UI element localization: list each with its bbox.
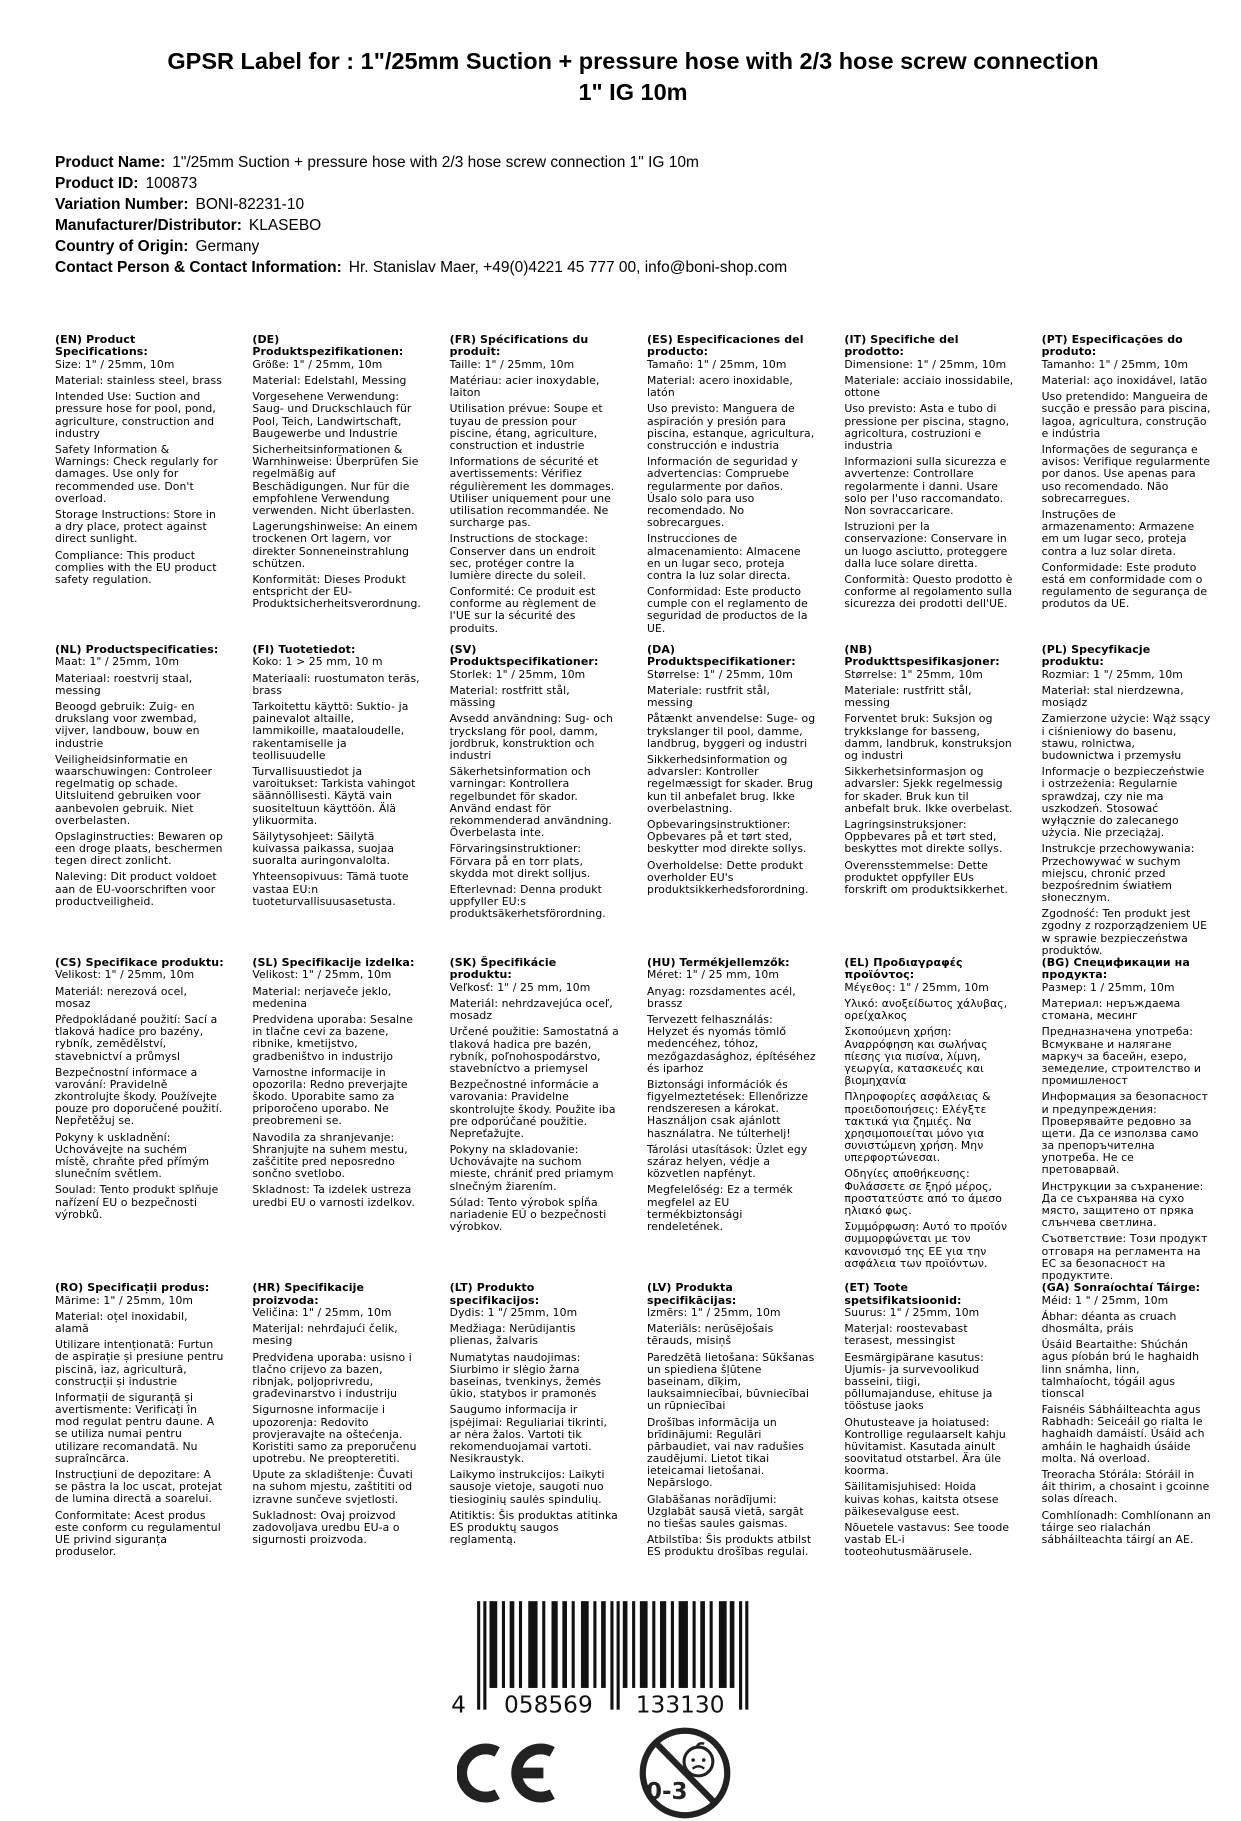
country-of-origin-value: Germany bbox=[195, 238, 260, 256]
lang-block-et bbox=[844, 1282, 1013, 1592]
lang-block-sl bbox=[252, 957, 421, 1282]
manufacturer-value: KLASEBO bbox=[248, 217, 322, 235]
lang-block-paragraph: Uso previsto: Manguera de aspiración y presión para piscina, estanque, agricultura, construcción e industria bbox=[646, 402, 815, 452]
lang-block-paragraph: Material: rostfritt stål, mässing bbox=[449, 684, 570, 710]
lang-block-paragraph: Pokyny k uskladnění: Uchovávejte na suchém místě, chraňte před přímým slunečním světlem. bbox=[55, 1130, 210, 1181]
lang-block-header: (PL) Specyfikacje produktu: bbox=[1041, 643, 1151, 669]
lang-block-paragraph: Predvidena uporaba: Sesalne in tlačne cevi za bazene, ribnike, kmetijstvo, gradbeništvo in industrijo bbox=[252, 1012, 413, 1063]
lang-block-paragraph: Určené použitie: Samostatná a tlaková hadica pre bazén, rybník, poľnohospodárstvo, stavebníctvo a priemysel bbox=[449, 1025, 619, 1075]
product-info-row bbox=[55, 236, 1211, 257]
lang-block-paragraph: Lagringsinstruksjoner: Oppbevares på et tørt sted, beskyttes mot direkte sollys. bbox=[844, 817, 1003, 856]
lang-block-paragraph: Skladnost: Ta izdelek ustreza uredbi EU o varnosti izdelkov. bbox=[252, 1183, 415, 1209]
lang-block-size: Méret: 1" / 25 mm, 10m bbox=[646, 968, 779, 982]
lang-block-size: Size: 1" / 25mm, 10m bbox=[55, 357, 175, 371]
product-info-row bbox=[55, 152, 1211, 173]
product-name-label: Product Name: bbox=[55, 154, 166, 172]
lang-block-paragraph: Instrukcje przechowywania: Przechowywać w suchym miejscu, chronić przed bezpośrednim światłem słonecznym. bbox=[1041, 842, 1195, 905]
lang-block-header: (DE) Produktspezifikationen: bbox=[252, 333, 404, 359]
compliance-marks bbox=[457, 1725, 1211, 1821]
lang-block-paragraph: Informazioni sulla sicurezza e avvertenze: Controllare regolarmente i danni. Usare solo per l'uso raccomandato. Non sovraccaricare. bbox=[844, 455, 1007, 517]
lang-block-size: Velikost: 1" / 25mm, 10m bbox=[55, 968, 195, 982]
lang-block-paragraph: Materiale: rustfritt stål, messing bbox=[844, 684, 972, 710]
variation-number-value: BONI-82231-10 bbox=[195, 196, 305, 214]
lang-block-paragraph: Uso previsto: Asta e tubo di pressione per piscina, stagno, agricoltura, costruzioni e industria bbox=[844, 402, 1010, 452]
lang-block-paragraph: Varnostne informacije in opozorila: Redno preverjajte škodo. Uporabite samo za priporočeno uporabo. Ne preobremeni se. bbox=[252, 1065, 408, 1128]
lang-block-paragraph: Conformité: Ce produit est conforme au règlement de l'UE sur la sécurité des produits. bbox=[449, 585, 597, 635]
lang-block-paragraph: Informacje o bezpieczeństwie i ostrzeżenia: Regularnie sprawdzaj, czy nie ma uszkodzeń. Stosować wyłącznie do zalecanego użycia. Nie przeciążaj. bbox=[1041, 765, 1205, 840]
lang-block-paragraph: Anyag: rozsdamentes acél, brassz bbox=[646, 984, 796, 1010]
lang-block-paragraph: Matériau: acier inoxydable, laiton bbox=[449, 374, 600, 400]
lang-block-paragraph: Pokyny na skladovanie: Uchovávajte na suchom mieste, chrániť pred priamym slnečným žiarením. bbox=[449, 1143, 614, 1193]
lang-block-size: Rozmiar: 1 "/ 25mm, 10m bbox=[1041, 667, 1183, 681]
lang-block-paragraph: Ábhar: déanta as cruach dhosmálta, práis bbox=[1041, 1309, 1177, 1335]
lang-block-header: (FR) Spécifications du produit: bbox=[449, 333, 589, 359]
lang-block-paragraph: Conformitate: Acest produs este conform cu regulamentul UE privind siguranța produselor. bbox=[55, 1508, 221, 1559]
lang-block-paragraph: Σκοπούμενη χρήση: Αναρρόφηση και σωλήνας πίεσης για πισίνα, λίμνη, γεωργία, κατασκευές και βιομηχανία bbox=[844, 1025, 988, 1088]
lang-block-paragraph: Sicherheitsinformationen & Warnhinweise: Überprüfen Sie regelmäßig auf Beschädigungen. Nur für die empfohlene Verwendung verwenden. Nicht überlasten. bbox=[252, 443, 419, 517]
lang-block-paragraph: Instrucciones de almacenamiento: Almacene en un lugar seco, proteja contra la luz solar directa. bbox=[646, 532, 801, 582]
lang-block-paragraph: Съответствие: Този продукт отговаря на регламента на ЕС за безопасност на продуктите. bbox=[1041, 1232, 1208, 1282]
lang-block-paragraph: Säilitamisjuhised: Hoida kuivas kohas, kaitsta otsese päikesevalguse eest. bbox=[844, 1480, 999, 1518]
lang-block-paragraph: Atitiktis: Šis produktas atitinka ES produktų saugos reglamentą. bbox=[449, 1508, 618, 1547]
lang-block-en bbox=[55, 334, 224, 644]
lang-block-paragraph: Treoracha Stórála: Stóráil in áit thirim, a chosaint i gcoinne solas díreach. bbox=[1041, 1468, 1210, 1506]
lang-block-paragraph: Vorgesehene Verwendung: Saug- und Druckschlauch für Pool, Teich, Landwirtschaft, Baugewerbe und Industrie bbox=[252, 390, 412, 440]
lang-block-paragraph: Opslaginstructies: Bewaren op een droge plaats, beschermen tegen direct zonlicht. bbox=[55, 829, 223, 868]
lang-block-header: (HU) Termékjellemzők: bbox=[646, 956, 790, 969]
lang-block-lv bbox=[647, 1282, 816, 1592]
lang-block-paragraph: Sigurnosne informacije i upozorenja: Redovito provjeravajte na oštećenja. Koristiti samo za preporučenu upotrebu. Ne preopteretiti. bbox=[252, 1403, 417, 1466]
lang-block-paragraph: Opbevaringsinstruktioner: Opbevares på et tørt sted, beskytter mod direkte sollys. bbox=[646, 817, 807, 856]
lang-block-paragraph: Materiál: nerezová ocel, mosaz bbox=[55, 984, 187, 1010]
lang-block-size: Koko: 1 > 25 mm, 10 m bbox=[252, 655, 383, 669]
lang-block-paragraph: Material: nerjaveče jeklo, medenina bbox=[252, 984, 392, 1010]
lang-block-header: (BG) Спецификации на продукта: bbox=[1041, 956, 1190, 982]
lang-block-paragraph: Materijal: nehrđajući čelik, mesing bbox=[252, 1322, 398, 1348]
variation-number-label: Variation Number: bbox=[55, 196, 189, 214]
lang-block-ga bbox=[1042, 1282, 1211, 1592]
footer-section bbox=[55, 1598, 1211, 1821]
lang-block-size: Dydis: 1 "/ 25mm, 10m bbox=[449, 1306, 578, 1319]
lang-block-paragraph: Instruções de armazenamento: Armazene em um lugar seco, proteja contra a luz solar direta. bbox=[1041, 507, 1195, 558]
lang-block-es bbox=[647, 334, 816, 644]
age-warning-0-3-icon bbox=[637, 1725, 733, 1821]
lang-block-header: (LV) Produkta specifikācijas: bbox=[646, 1281, 737, 1307]
lang-block-paragraph: Naleving: Dit product voldoet aan de EU-voorschriften voor productveiligheid. bbox=[55, 870, 217, 908]
lang-block-header: (SK) Špecifikácie produktu: bbox=[449, 956, 557, 982]
lang-block-paragraph: Comhlíonadh: Comhlíonann an táirge seo rialachán sábháilteachta táirgí an AE. bbox=[1041, 1508, 1211, 1546]
lang-block-paragraph: Predviđena uporaba: usisno i tlačno crijevo za bazen, ribnjak, poljoprivredu, građevinarstvo i industriju bbox=[252, 1350, 412, 1401]
lang-block-ro bbox=[55, 1282, 224, 1592]
lang-block-paragraph: Úsáid Beartaithe: Shúchán agus píobán brú le haghaidh linn snámha, linn, talmhaíocht, tógáil agus tionscal bbox=[1041, 1338, 1200, 1400]
lang-block-header: (NB) Produkttspesifikasjoner: bbox=[844, 643, 1000, 669]
lang-block-size: Veľkosť: 1" / 25 mm, 10m bbox=[449, 980, 591, 994]
lang-block-paragraph: Numatytas naudojimas: Siurbimo ir slėgio žarna baseinas, tvenkinys, žemės ūkio, statybos ir pramonės bbox=[449, 1350, 602, 1401]
lang-block-size: Størrelse: 1" / 25mm, 10m bbox=[646, 667, 793, 681]
lang-block-size: Größe: 1" / 25mm, 10m bbox=[252, 357, 383, 371]
lang-block-size: Maat: 1" / 25mm, 10m bbox=[55, 655, 180, 669]
lang-block-header: (RO) Specificații produs: bbox=[55, 1281, 210, 1295]
lang-block-paragraph: Efterlevnad: Denna produkt uppfyller EU:s produktsäkerhetsförordning. bbox=[449, 882, 606, 921]
lang-block-header: (HR) Specifikacije proizvoda: bbox=[252, 1281, 365, 1307]
lang-block-da bbox=[647, 644, 816, 957]
lang-block-el bbox=[844, 957, 1013, 1282]
lang-block-paragraph: Información de seguridad y advertencias: Compruebe regularmente por daños. Úsalo solo para uso recomendado. No sobrecargues. bbox=[646, 455, 798, 530]
lang-block-paragraph: Sukladnost: Ovaj proizvod zadovoljava uredbu EU-a o sigurnosti proizvoda. bbox=[252, 1508, 400, 1547]
product-id-value: 100873 bbox=[145, 175, 198, 193]
lang-block-paragraph: Overensstemmelse: Dette produktet oppfyller EUs forskrift om produktsikkerhet. bbox=[844, 858, 1008, 896]
lang-block-paragraph: Conformidad: Este producto cumple con el reglamento de seguridad de productos de la UE. bbox=[646, 585, 808, 635]
lang-block-size: Suurus: 1" / 25mm, 10m bbox=[844, 1306, 980, 1319]
lang-block-paragraph: Konformität: Dieses Produkt entspricht der EU-Produktsicherheitsverordnung. bbox=[252, 572, 421, 611]
lang-block-paragraph: Материал: неръждаема стомана, месинг bbox=[1041, 997, 1181, 1023]
lang-block-paragraph: Eesmärgipärane kasutus: Ujumis- ja survevoolikud basseini, tiigi, põllumajanduse, ehituse ja tööstuse jaoks bbox=[844, 1350, 993, 1413]
lang-block-paragraph: Faisnéis Sábháilteachta agus Rabhadh: Seiceáil go rialta le haghaidh damáistí. Úsáid ach amháin le haghaidh úsáide molta. Ná overload. bbox=[1041, 1403, 1205, 1465]
lang-block-paragraph: Istruzioni per la conservazione: Conservare in un luogo asciutto, proteggere dalla luce solare diretta. bbox=[844, 520, 1008, 570]
baby-face-glyph bbox=[684, 1743, 713, 1776]
lang-block-paragraph: Storage Instructions: Store in a dry place, protect against direct sunlight. bbox=[55, 507, 216, 546]
barcode-left-digits: 058569 bbox=[504, 1691, 593, 1719]
lang-block-size: Izmērs: 1" / 25mm, 10m bbox=[646, 1306, 781, 1319]
lang-block-header: (CS) Specifikace produktu: bbox=[55, 956, 224, 969]
lang-block-paragraph: Forventet bruk: Suksjon og trykkslange for basseng, damm, landbruk, konstruksjon og industri bbox=[844, 712, 1012, 762]
lang-block-paragraph: Bezpečnostné informácie a varovania: Pravidelne skontrolujte škody. Použite iba pre odporúčané použitie. Nepreťažujte. bbox=[449, 1078, 616, 1140]
lang-block-paragraph: Material: oțel inoxidabil, alamă bbox=[55, 1309, 188, 1335]
lang-block-paragraph: Informații de siguranță și avertismente: Verificați în mod regulat pentru daune. A se utiliza numai pentru utilizare recomandată. Nu supraîncărca. bbox=[55, 1390, 215, 1465]
lang-block-header: (EL) Προδιαγραφές προϊόντος: bbox=[844, 956, 963, 982]
lang-block-paragraph: Materjal: roostevabast terasest, messingist bbox=[844, 1322, 968, 1348]
lang-block-paragraph: Materiál: nehrdzavejúca oceľ, mosadz bbox=[449, 997, 613, 1023]
lang-block-paragraph: Safety Information & Warnings: Check regularly for damages. Use only for recommended use. Don't overload. bbox=[55, 443, 218, 505]
manufacturer-label: Manufacturer/Distributor: bbox=[55, 217, 242, 235]
lang-block-size: Veličina: 1" / 25mm, 10m bbox=[252, 1306, 392, 1319]
lang-block-paragraph: Biztonsági információk és figyelmeztetések: Ellenőrizze rendszeresen a károkat. Használjon csak ajánlott használatra. Ne túlterhelj! bbox=[646, 1077, 809, 1140]
lang-block-paragraph: Zamierzone użycie: Wąż ssący i ciśnieniowy do basenu, stawu, rolnictwa, budownictwa i przemysłu bbox=[1041, 712, 1211, 762]
lang-block-paragraph: Atbilstība: Šis produkts atbilst ES produktu drošības regulai. bbox=[646, 1533, 812, 1559]
lang-block-bg bbox=[1042, 957, 1211, 1282]
lang-block-paragraph: Påtænkt anvendelse: Suge- og trykslanger til pool, damme, landbrug, byggeri og industri bbox=[646, 712, 816, 750]
lang-block-size: Størrelse: 1" 25mm, 10m bbox=[844, 667, 983, 681]
product-info-row bbox=[55, 215, 1211, 236]
product-name-value: 1"/25mm Suction + pressure hose with 2/3 hose screw connection 1" IG 10m bbox=[172, 154, 699, 172]
lang-block-size: Taille: 1" / 25mm, 10m bbox=[449, 357, 575, 371]
contact-label: Contact Person & Contact Information: bbox=[55, 259, 342, 277]
lang-block-pl bbox=[1042, 644, 1211, 957]
lang-block-size: Dimensione: 1" / 25mm, 10m bbox=[844, 357, 1007, 371]
lang-block-size: Méid: 1 " / 25mm, 10m bbox=[1041, 1293, 1169, 1307]
lang-block-header: (IT) Specifiche del prodotto: bbox=[844, 333, 959, 359]
lang-block-sk bbox=[450, 957, 619, 1282]
lang-block-paragraph: Material: stainless steel, brass bbox=[55, 374, 222, 388]
lang-block-paragraph: Paredzētā lietošana: Sūkšanas un spiediena šļūtene baseinam, dīķim, lauksaimniecībai, būvniecībai un rūpniecībai bbox=[646, 1350, 815, 1413]
product-info-row bbox=[55, 194, 1211, 215]
lang-block-paragraph: Navodila za shranjevanje: Shranjujte na suhem mestu, zaščitite pred neposredno sončno svetlobo. bbox=[252, 1130, 408, 1181]
lang-block-paragraph: Conformità: Questo prodotto è conforme al regolamento sulla sicurezza dei prodotti dell'UE. bbox=[844, 572, 1013, 611]
lang-block-hr bbox=[252, 1282, 421, 1592]
product-id-label: Product ID: bbox=[55, 175, 139, 193]
lang-block-header: (PT) Especificações do produto: bbox=[1041, 333, 1183, 359]
ce-mark-icon bbox=[457, 1741, 565, 1805]
lang-block-paragraph: Avsedd användning: Sug- och tryckslang för pool, damm, jordbruk, konstruktion och industri bbox=[449, 712, 613, 762]
lang-block-paragraph: Saugumo informacija ir įspėjimai: Reguliariai tikrinti, ar nėra žalos. Vartoti tik rekomenduojamai vartoti. Nesikraustyk. bbox=[449, 1403, 608, 1466]
lang-block-header: (ES) Especificaciones del producto: bbox=[646, 333, 804, 359]
lang-block-paragraph: Tervezett felhasználás: Helyzet és nyomás tömlő medencéhez, tóhoz, mezőgazdasághoz, építéséhez és iparhoz bbox=[646, 1012, 816, 1075]
lang-block-paragraph: Veiligheidsinformatie en waarschuwingen: Controleer regelmatig op schade. Uitsluitend gebruiken voor aanbevolen gebruik. Niet overbelasten. bbox=[55, 752, 213, 827]
lang-block-paragraph: Glabāšanas norādījumi: Uzglabāt sausā vietā, sargāt no tiešas saules gaismas. bbox=[646, 1492, 804, 1530]
lang-block-nb bbox=[844, 644, 1013, 957]
lang-block-paragraph: Οδηγίες αποθήκευσης: Φυλάσσετε σε ξηρό μέρος, προστατεύστε από το άμεσο ηλιακό φως. bbox=[844, 1167, 1002, 1218]
lang-block-fr bbox=[450, 334, 619, 644]
lang-block-paragraph: Soulad: Tento produkt splňuje nařízení EU o bezpečnosti výrobků. bbox=[55, 1183, 219, 1221]
lang-block-paragraph: Materiaali: ruostumaton teräs, brass bbox=[252, 671, 420, 697]
lang-block-hu bbox=[647, 957, 816, 1282]
lang-block-paragraph: Materiale: rustfrit stål, messing bbox=[646, 684, 771, 710]
lang-block-nl bbox=[55, 644, 224, 957]
lang-block-paragraph: Uso pretendido: Mangueira de sucção e pressão para piscina, lagoa, agricultura, construção e indústria bbox=[1041, 390, 1211, 440]
lang-block-paragraph: Intended Use: Suction and pressure hose for pool, pond, agriculture, construction and industry bbox=[55, 390, 216, 440]
lang-block-cs bbox=[55, 957, 224, 1282]
lang-block-paragraph: Material: acero inoxidable, latón bbox=[646, 374, 793, 400]
lang-block-paragraph: Turvallisuustiedot ja varoitukset: Tarkista vahingot säännöllisesti. Käytä vain suositeltuun käyttöön. Älä ylikuormita. bbox=[252, 764, 416, 827]
contact-value: Hr. Stanislav Maer, +49(0)4221 45 777 00, info@boni-shop.com bbox=[348, 259, 788, 277]
lang-block-paragraph: Drošības informācija un brīdinājumi: Regulāri pārbaudiet, vai nav radušies zaudējumi. Lietot tikai ieteicamai lietošanai. Nepārslogo. bbox=[646, 1415, 804, 1490]
lang-block-paragraph: Instrucțiuni de depozitare: A se păstra la loc uscat, protejat de lumina directă a soarelui. bbox=[55, 1468, 223, 1506]
lang-block-paragraph: Overholdelse: Dette produkt overholder EU's produktsikkerhedsforordning. bbox=[646, 858, 809, 896]
lang-block-paragraph: Ohutusteave ja hoiatused: Kontrollige regulaarselt kahju hüvitamist. Kasutada ainult soovitatud otstarbel. Ära üle koorma. bbox=[844, 1415, 1006, 1478]
lang-block-size: Storlek: 1" / 25mm, 10m bbox=[449, 667, 586, 681]
lang-block-paragraph: Utilizare intenționată: Furtun de aspirație și presiune pentru piscină, iaz, agricultură, construcții și industrie bbox=[55, 1338, 224, 1388]
lang-block-header: (EN) Product Specifications: bbox=[55, 333, 148, 359]
lang-block-paragraph: Conformidade: Este produto está em conformidade com o regulamento de segurança de produtos da UE. bbox=[1041, 560, 1208, 611]
product-info-section bbox=[55, 152, 1211, 278]
lang-block-paragraph: Инструкции за съхранение: Да се съхранява на сухо място, защитено от пряка слънчева светлина. bbox=[1041, 1179, 1204, 1230]
lang-block-paragraph: Beoogd gebruik: Zuig- en drukslang voor zwembad, vijver, landbouw, bouw en industrie bbox=[55, 700, 200, 750]
lang-block-paragraph: Υλικό: ανοξείδωτος χάλυβας, ορείχαλκος bbox=[844, 997, 1008, 1023]
product-info-row bbox=[55, 173, 1211, 194]
lang-block-paragraph: Informações de segurança e avisos: Verifique regularmente por danos. Use apenas para uso recomendado. Não sobrecarregues. bbox=[1041, 443, 1211, 505]
lang-block-paragraph: Material: aço inoxidável, latão bbox=[1041, 374, 1208, 388]
lang-block-paragraph: Tárolási utasítások: Üzlet egy száraz helyen, védje a közvetlen napfényt. bbox=[646, 1142, 808, 1181]
lang-block-paragraph: Předpokládané použití: Sací a tlaková hadice pro bazény, rybník, zemědělství, stavebnictví a průmysl bbox=[55, 1012, 218, 1063]
lang-block-header: (FI) Tuotetiedot: bbox=[252, 643, 356, 657]
lang-block-paragraph: Yhteensopivuus: Tämä tuote vastaa EU:n tuoteturvallisuusasetusta. bbox=[252, 870, 409, 908]
age-warning-text: 0-3 bbox=[645, 1779, 688, 1806]
lang-block-paragraph: Instructions de stockage: Conserver dans un endroit sec, protéger contre la lumière directe du soleil. bbox=[449, 532, 596, 582]
barcode-right-digits: 133130 bbox=[635, 1691, 725, 1719]
lang-block-size: Tamanho: 1" / 25mm, 10m bbox=[1041, 357, 1189, 371]
barcode-prefix-digit: 4 bbox=[451, 1691, 466, 1719]
page-title: GPSR Label for : 1"/25mm Suction + pressure hose with 2/3 hose screw connection 1" IG 10m bbox=[167, 48, 1099, 106]
lang-block-paragraph: Compliance: This product complies with the EU product safety regulation. bbox=[55, 548, 217, 586]
lang-block-header: (LT) Produkto specifikacijos: bbox=[449, 1281, 540, 1307]
lang-block-paragraph: Laikymo instrukcijos: Laikyti sausoje vietoje, saugoti nuo tiesioginių saulės spindulių. bbox=[449, 1468, 605, 1506]
lang-block-size: Размер: 1 / 25mm, 10m bbox=[1041, 980, 1175, 994]
lang-block-paragraph: Tarkoitettu käyttö: Suktio- ja painevalot altaille, lammikoille, maataloudelle, rakentamiselle ja teollisuudelle bbox=[252, 700, 409, 762]
lang-block-size: Μέγεθος: 1" / 25mm, 10m bbox=[844, 980, 989, 994]
lang-block-paragraph: Medžiaga: Nerūdijantis plienas, žalvaris bbox=[449, 1322, 576, 1348]
lang-block-header: (GA) Sonraíochtaí Táirge: bbox=[1041, 1281, 1201, 1295]
lang-block-paragraph: Nõuetele vastavus: See toode vastab EL-i tooteohutusmäärusele. bbox=[844, 1521, 1010, 1559]
lang-block-paragraph: Upute za skladištenje: Čuvati na suhom mjestu, zaštititi od izravne sunčeve svjetlosti. bbox=[252, 1468, 413, 1506]
lang-block-fi bbox=[252, 644, 421, 957]
lang-block-header: (SV) Produktspecifikationer: bbox=[449, 643, 599, 669]
ean13-barcode bbox=[443, 1598, 753, 1719]
lang-block-paragraph: Lagerungshinweise: An einem trockenen Ort lagern, vor direkter Sonneneinstrahlung schützen. bbox=[252, 520, 418, 570]
lang-block-header: (ET) Toote spetsifikatsioonid: bbox=[844, 1281, 962, 1307]
country-of-origin-label: Country of Origin: bbox=[55, 238, 189, 256]
lang-block-paragraph: Material: Edelstahl, Messing bbox=[252, 374, 407, 388]
lang-block-size: Tamaño: 1" / 25mm, 10m bbox=[646, 357, 787, 371]
lang-block-paragraph: Zgodność: Ten produkt jest zgodny z rozporządzeniem UE w sprawie bezpieczeństwa produktów. bbox=[1041, 907, 1208, 957]
lang-block-paragraph: Materiale: acciaio inossidabile, ottone bbox=[844, 374, 1014, 400]
lang-block-paragraph: Materiāls: nerūsējošais tērauds, misiņš bbox=[646, 1322, 774, 1348]
lang-block-paragraph: Информация за безопасност и предупреждения: Проверявайте редовно за щети. Да се използва само за препоръчителна употреба. Не се претоварвай. bbox=[1041, 1090, 1208, 1177]
lang-block-paragraph: Предназначена употреба: Всмукване и налягане маркуч за басейн, езеро, земеделие, строителство и промишленост bbox=[1041, 1025, 1202, 1088]
lang-block-sv bbox=[450, 644, 619, 957]
product-info-row bbox=[55, 257, 1211, 278]
lang-block-paragraph: Sikkerhetsinformasjon og advarsler: Sjekk regelmessig for skader. Bruk kun til anbefalt bruk. Ikke overbelast. bbox=[844, 765, 1013, 815]
lang-block-paragraph: Συμμόρφωση: Αυτό το προϊόν συμμορφώνεται με τον κανονισμό της ΕΕ για την ασφάλεια των προϊόντων. bbox=[844, 1220, 1008, 1270]
lang-block-size: Mărime: 1" / 25mm, 10m bbox=[55, 1293, 194, 1307]
lang-block-paragraph: Bezpečnostní informace a varování: Pravidelně zkontrolujte škody. Používejte pouze pro doporučené použití. Nepřetěžuj se. bbox=[55, 1065, 223, 1128]
lang-block-paragraph: Materiaal: roestvrij staal, messing bbox=[55, 671, 193, 697]
lang-block-pt bbox=[1042, 334, 1211, 644]
lang-block-lt bbox=[450, 1282, 619, 1592]
lang-block-header: (DA) Produktspecifikationer: bbox=[646, 643, 796, 669]
lang-block-size: Velikost: 1" / 25mm, 10m bbox=[252, 968, 392, 982]
lang-block-header: (NL) Productspecificaties: bbox=[55, 643, 219, 657]
lang-block-paragraph: Πληροφορίες ασφάλειας & προειδοποιήσεις: Ελέγξτε τακτικά για ζημιές. Να χρησιμοποιείται μόνο για συνιστώμενη χρήση. Μην υπερφορτώνεσαι. bbox=[844, 1090, 991, 1165]
lang-block-paragraph: Säkerhetsinformation och varningar: Kontrollera regelbundet för skador. Använd endast för rekommenderad användning. Överbelasta inte. bbox=[449, 765, 612, 840]
lang-block-paragraph: Utilisation prévue: Soupe et tuyau de pression pour piscine, étang, agriculture, construction et industrie bbox=[449, 402, 603, 452]
lang-block-paragraph: Súlad: Tento výrobok spĺňa nariadenie EÚ o bezpečnosti výrobkov. bbox=[449, 1195, 607, 1234]
lang-block-paragraph: Informations de sécurité et avertissements: Vérifiez régulièrement les dommages. Utiliser uniquement pour une utilisation recommandée. Ne surcharge pas. bbox=[449, 455, 615, 530]
lang-block-paragraph: Megfelelőség: Ez a termék megfelel az EU termékbiztonsági rendeletének. bbox=[646, 1183, 793, 1233]
lang-block-header: (SL) Specifikacije izdelka: bbox=[252, 956, 415, 969]
lang-block-paragraph: Säilytysohjeet: Säilytä kuivassa paikassa, suojaa suoralta auringonvalolta. bbox=[252, 829, 395, 868]
language-specs-grid bbox=[55, 334, 1211, 1592]
lang-block-paragraph: Förvaringsinstruktioner: Förvara på en torr plats, skydda mot direkt solljus. bbox=[449, 842, 591, 880]
lang-block-paragraph: Materiał: stal nierdzewna, mosiądz bbox=[1041, 684, 1184, 710]
lang-block-de bbox=[252, 334, 421, 644]
lang-block-it bbox=[844, 334, 1013, 644]
lang-block-paragraph: Sikkerhedsinformation og advarsler: Kontroller regelmæssigt for skader. Brug kun til anbefalet brug. Ikke overbelastning. bbox=[646, 753, 814, 815]
